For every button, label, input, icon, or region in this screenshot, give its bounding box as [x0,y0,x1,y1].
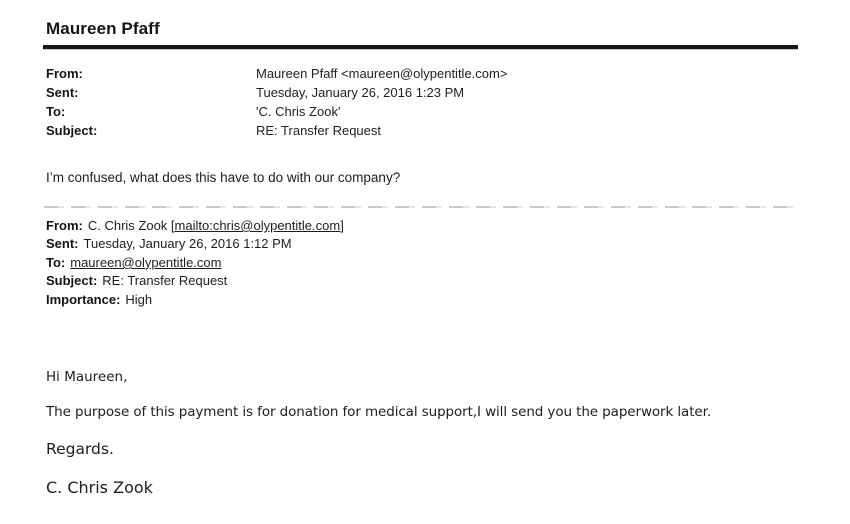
quoted-sent-label: Sent: [46,236,79,252]
sent-label: Sent: [46,85,79,100]
title-rule [43,45,798,49]
quoted-message: The purpose of this payment is for donation for medical support,I will send you the paperwork later. [46,404,712,420]
quoted-to-label: To: [46,254,66,270]
quoted-signature: C. Chris Zook [46,478,153,497]
page-title: Maureen Pfaff [46,19,160,38]
quoted-sent-row [46,235,344,253]
from-label: From: [46,66,83,81]
separator-line [44,206,798,208]
quoted-from-label: From: [46,218,83,233]
reply-body-text: I’m confused, what does this have to do with our company? [46,170,401,185]
quoted-subject-row [46,272,344,290]
subject-value: RE: Transfer Request [256,123,381,138]
to-value: 'C. Chris Zook' [256,104,341,119]
quoted-closing: Regards. [46,440,114,458]
subject-label: Subject: [46,123,98,138]
to-label: To: [46,104,66,119]
quoted-from-row [46,217,344,235]
from-value: Maureen Pfaff <maureen@olypentitle.com> [256,66,508,81]
quoted-importance-row [46,291,344,309]
quoted-importance-label: Importance: [46,291,121,307]
quoted-from-name: C. Chris Zook [ [87,218,175,233]
quoted-greeting: Hi Maureen, [46,369,128,385]
header-fields [46,64,686,140]
quoted-sent-value: Tuesday, January 26, 2016 1:12 PM [83,236,292,252]
recipient-email-link[interactable]: maureen@olypentitle.com [70,254,222,270]
quoted-subject-value: RE: Transfer Request [102,273,228,289]
mailto-link[interactable]: mailto:chris@olypentitle.com [174,218,341,233]
quoted-subject-label: Subject: [46,273,98,289]
quoted-to-row [46,254,344,272]
quoted-header [46,217,344,309]
quoted-from-bracket: ] [340,218,344,233]
quoted-importance-value: High [125,291,153,307]
sent-value: Tuesday, January 26, 2016 1:23 PM [256,85,465,100]
